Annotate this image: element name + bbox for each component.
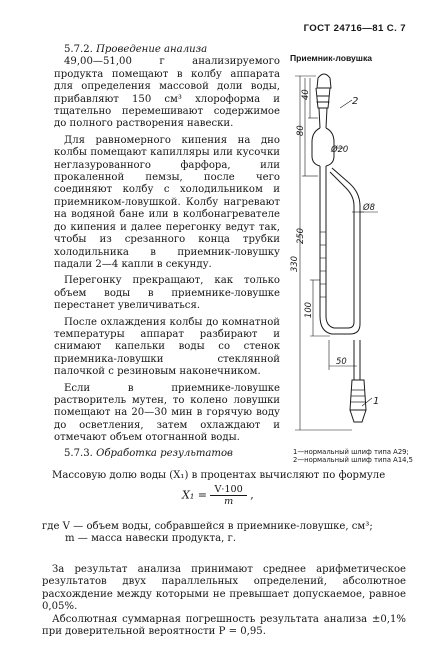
lower-joint xyxy=(350,380,366,410)
paragraph: Для равномерного кипения на дно колбы помещают капилляры или кусочки неглазурованного фарфора, или прокаленной пемзы, после чего соединяют колбу с холодильником и приемником-ловушкой. Колбу нагревают на водяной бане или в колбонагревателе до кипения и далее перегонку ведут так, чтобы из срезанного конца трубки холодильника в приемник-ловушку падали 2—4 капли в секунду. xyxy=(54,134,280,270)
formula-lhs: X₁ = xyxy=(182,488,207,502)
paragraph: 49,00—51,00 г анализируемого продукта помещают в колбу аппарата для определения массовой доли воды, прибавляют 150 см³ хлороформа и тщательно перемешивают содержимое до полного растворения навески. xyxy=(54,56,280,130)
formula-legend xyxy=(42,521,406,546)
legend-item-1: 1—нормальный шлиф типа А29; xyxy=(293,448,409,456)
graduated-tube xyxy=(320,166,326,316)
formula-intro xyxy=(42,470,406,482)
paragraph: Массовую долю воды (X₁) в процентах вычисляют по формуле xyxy=(52,470,386,481)
callout-2: 2 xyxy=(352,96,359,107)
figure-legend xyxy=(293,448,413,464)
where-line-2: m — масса навески продукта, г. xyxy=(65,533,237,545)
legend-item-2: 2—нормальный шлиф типа А14,5 xyxy=(293,456,413,464)
side-arm xyxy=(330,168,360,318)
paragraph: За результат анализа принимают среднее арифметическое результатов двух параллельных определений, абсолютное расхождение между которыми не превышает допускаемое, равное 0,05%. xyxy=(42,564,406,613)
formula: X₁ = $\frac{V\cdot 100}{m}$ , xyxy=(182,484,254,507)
dim-50: 50 xyxy=(336,356,347,366)
formula-fraction xyxy=(210,484,246,507)
callout-1: 1 xyxy=(373,396,380,407)
section-title: Обработка результатов xyxy=(96,447,233,459)
dim-330: 330 xyxy=(289,256,299,272)
upper-joint xyxy=(316,88,330,108)
dim-100: 100 xyxy=(303,302,313,318)
formula-denominator: m xyxy=(224,496,234,507)
dimension-lines xyxy=(295,76,378,430)
paragraph: Абсолютная суммарная погрешность результата анализа ±0,1% при доверительной вероятности P = 0,95. xyxy=(42,613,406,638)
paragraph: Если в приемнике-ловушке растворитель мутен, то колено ловушки помещают на 20—30 мин в горячую воду до осветления, затем охлаждают и отмечают объем отогнанной воды. xyxy=(54,382,280,444)
figure-title: Приемник-ловушка xyxy=(290,53,373,63)
dim-dia8: Ø8 xyxy=(363,202,375,212)
where-line-1: где V — объем воды, собравшейся в приемнике-ловушке, см³; xyxy=(42,521,373,532)
section-number: 5.7.2. xyxy=(64,44,93,55)
dim-dia20: Ø20 xyxy=(331,144,349,154)
section-number: 5.7.3. xyxy=(64,447,93,459)
dim-250: 250 xyxy=(295,228,305,244)
graduation-ticks xyxy=(320,232,326,297)
paragraph: Перегонку прекращают, как только объем воды в приемнике-ловушке перестанет увеличиваться. xyxy=(54,275,280,312)
formula-numerator: V·100 xyxy=(210,484,246,496)
results-text xyxy=(42,564,406,638)
stopper xyxy=(317,74,331,88)
section-title: Проведение анализа xyxy=(96,44,208,55)
dim-80: 80 xyxy=(295,125,305,136)
u-bend xyxy=(320,316,360,334)
paragraph: После охлаждения колбы до комнатной температуры аппарат разбирают и снимают капельки воды со стенок приемника-ловушки стеклянной палочкой с резиновым наконечником. xyxy=(54,316,280,378)
page-header: ГОСТ 24716—81 С. 7 xyxy=(303,23,406,34)
dim-40: 40 xyxy=(300,89,310,100)
